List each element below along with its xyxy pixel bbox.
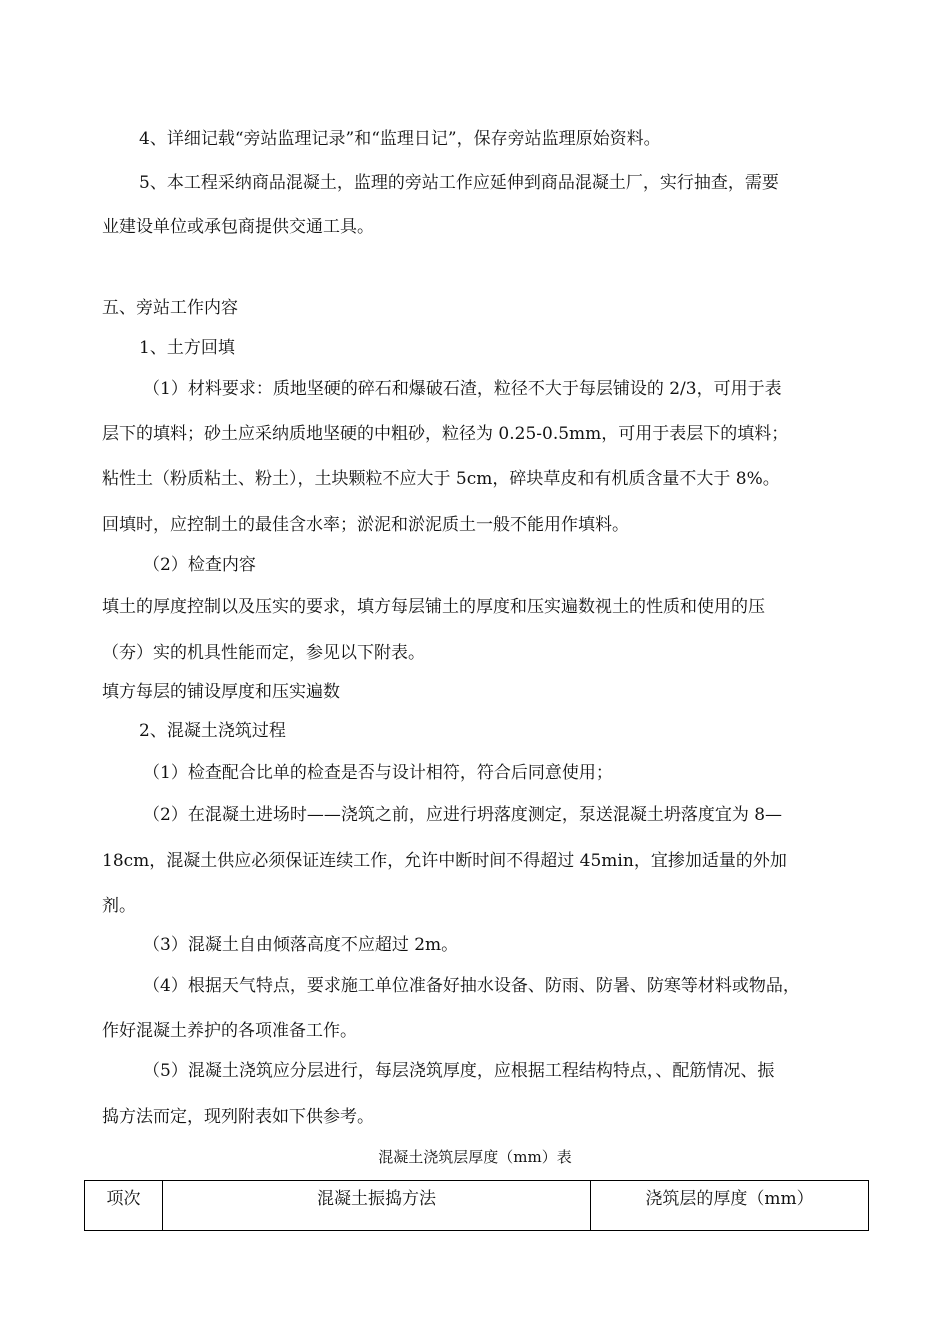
subsection-heading: 1、土方回填 bbox=[139, 338, 235, 358]
table-header-cell: 项次 bbox=[85, 1181, 163, 1231]
paragraph-line: （1）检查配合比单的检查是否与设计相符，符合后同意使用； bbox=[143, 763, 613, 783]
paragraph-line: 剂。 bbox=[102, 896, 136, 916]
section-heading: 五、旁站工作内容 bbox=[102, 298, 238, 318]
paragraph-line: 业建设单位或承包商提供交通工具。 bbox=[102, 217, 374, 237]
subsection-heading: （2）检查内容 bbox=[143, 555, 256, 575]
paragraph-line: （5）混凝土浇筑应分层进行，每层浇筑厚度，应根据工程结构特点，、配筋情况、振 bbox=[143, 1061, 775, 1081]
subsection-heading: 2、混凝土浇筑过程 bbox=[139, 721, 286, 741]
paragraph-line: （3）混凝土自由倾落高度不应超过 2m。 bbox=[143, 935, 459, 955]
pour-thickness-table bbox=[84, 1180, 869, 1231]
paragraph-line: （2）在混凝土进场时——浇筑之前，应进行坍落度测定，泵送混凝土坍落度宜为 8— bbox=[143, 805, 783, 825]
paragraph-line: （4）根据天气特点，要求施工单位准备好抽水设备、防雨、防暑、防寒等材料或物品， bbox=[143, 976, 800, 996]
paragraph-line: 填土的厚度控制以及压实的要求，填方每层铺土的厚度和压实遍数视土的性质和使用的压 bbox=[102, 597, 765, 617]
paragraph-line: 作好混凝土养护的各项准备工作。 bbox=[102, 1021, 357, 1041]
table-header-cell: 混凝土振捣方法 bbox=[163, 1181, 591, 1231]
paragraph-line: 5、本工程采纳商品混凝土，监理的旁站工作应延伸到商品混凝土厂，实行抽查，需要 bbox=[139, 173, 779, 193]
paragraph-line: 层下的填料；砂土应采纳质地坚硬的中粗砂，粒径为 0.25-0.5mm，可用于表层下的填料； bbox=[102, 424, 789, 444]
paragraph-line: 4、详细记载“旁站监理记录”和“监理日记”，保存旁站监理原始资料。 bbox=[139, 129, 661, 149]
table-title-line: 填方每层的铺设厚度和压实遍数 bbox=[102, 682, 340, 702]
paragraph-line: 回填时，应控制土的最佳含水率；淤泥和淤泥质土一般不能用作填料。 bbox=[102, 515, 629, 535]
paragraph-line: （1）材料要求：质地坚硬的碎石和爆破石渣，粒径不大于每层铺设的 2/3，可用于表 bbox=[143, 379, 782, 399]
paragraph-line: 18cm，混凝土供应必须保证连续工作，允许中断时间不得超过 45min，宜掺加适量的外加 bbox=[102, 851, 787, 871]
table-header-row bbox=[85, 1181, 869, 1231]
paragraph-line: 捣方法而定，现列附表如下供参考。 bbox=[102, 1107, 374, 1127]
table-header-cell: 浇筑层的厚度（mm） bbox=[591, 1181, 869, 1231]
paragraph-line: （夯）实的机具性能而定，参见以下附表。 bbox=[102, 643, 425, 663]
paragraph-line: 粘性土（粉质粘土、粉土），土块颗粒不应大于 5cm，碎块草皮和有机质含量不大于 8%。 bbox=[102, 469, 780, 489]
table-caption: 混凝土浇筑层厚度（mm）表 bbox=[378, 1148, 572, 1166]
